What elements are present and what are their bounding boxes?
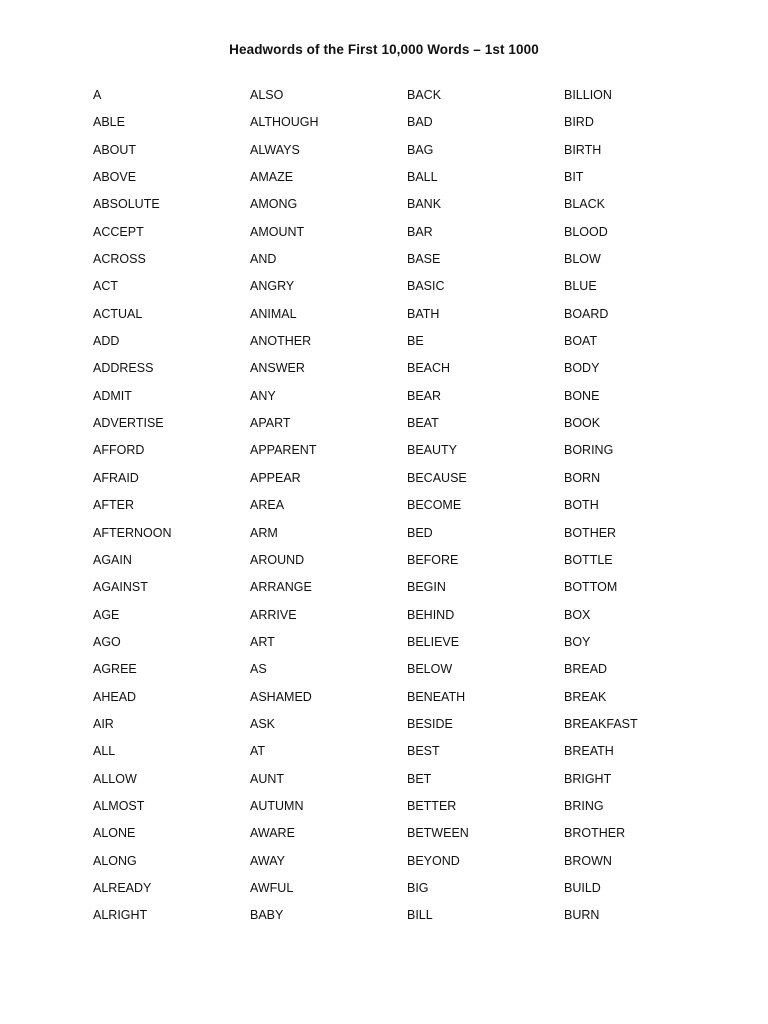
headword: ART: [250, 634, 275, 649]
headword: AFTERNOON: [93, 525, 172, 540]
headword: AUNT: [250, 771, 285, 786]
headword: BOTTLE: [564, 552, 613, 567]
headword: AWAY: [250, 853, 285, 868]
headword: BETWEEN: [407, 826, 469, 841]
headword: BROWN: [564, 853, 612, 868]
headword: BOOK: [564, 416, 601, 431]
headword: BATH: [407, 306, 440, 321]
headword: ADD: [93, 334, 120, 349]
headword: BEHIND: [407, 607, 455, 622]
headword: ANIMAL: [250, 306, 297, 321]
headword: BREAD: [564, 662, 608, 677]
headword: AMONG: [250, 197, 298, 212]
headword: BACK: [407, 88, 442, 102]
headword: BEFORE: [407, 552, 459, 567]
headword: ANSWER: [250, 361, 305, 376]
headword: AFFORD: [93, 443, 145, 458]
headword: A: [93, 88, 102, 102]
headword: ABOVE: [93, 170, 137, 185]
headword: AMOUNT: [250, 224, 305, 239]
headword: BASIC: [407, 279, 445, 294]
headword: AROUND: [250, 552, 305, 567]
headword: BOARD: [564, 306, 609, 321]
headword: BODY: [564, 361, 600, 376]
word-column-2: [250, 86, 400, 934]
headword: ARM: [250, 525, 278, 540]
headword: BORN: [564, 470, 601, 485]
headword: BLUE: [564, 279, 597, 294]
headword: BE: [407, 334, 424, 349]
headword: ADVERTISE: [93, 416, 164, 431]
headword: BRING: [564, 798, 604, 813]
headword: AS: [250, 662, 267, 677]
headword: ACT: [93, 279, 118, 294]
headword: BIRTH: [564, 142, 602, 157]
headword: ALRIGHT: [93, 908, 148, 923]
headword: ALMOST: [93, 798, 145, 813]
headword: ALL: [93, 744, 116, 759]
headword: ARRIVE: [250, 607, 297, 622]
headword: BOY: [564, 634, 591, 649]
headword: BEAUTY: [407, 443, 458, 458]
headword: BRIGHT: [564, 771, 612, 786]
headword: ALONG: [93, 853, 137, 868]
headword: BORING: [564, 443, 614, 458]
word-column-3: [407, 86, 557, 934]
headword: AHEAD: [93, 689, 137, 704]
headword: BURN: [564, 908, 600, 923]
headword: BIT: [564, 170, 584, 185]
headword: AFTER: [93, 498, 134, 513]
headword: BASE: [407, 252, 441, 267]
headword: BEST: [407, 744, 440, 759]
headword: BOAT: [564, 334, 598, 349]
headword: BEACH: [407, 361, 451, 376]
headword: AGAIN: [93, 552, 132, 567]
headword: BILL: [407, 908, 433, 923]
headword: ANOTHER: [250, 334, 312, 349]
headword: BIG: [407, 880, 429, 895]
headword: ABLE: [93, 115, 125, 130]
headword: ALONE: [93, 826, 136, 841]
headword: BROTHER: [564, 826, 626, 841]
headword: BESIDE: [407, 716, 453, 731]
headword: ALREADY: [93, 880, 152, 895]
headword: ALTHOUGH: [250, 115, 319, 130]
headword: AT: [250, 744, 266, 759]
headword: BELIEVE: [407, 634, 460, 649]
headword: BETTER: [407, 798, 457, 813]
headword: BEYOND: [407, 853, 460, 868]
headword: BECOME: [407, 498, 462, 513]
headword: BEGIN: [407, 580, 446, 595]
headword: ARRANGE: [250, 580, 312, 595]
headword: AMAZE: [250, 170, 294, 185]
headword: ABOUT: [93, 142, 137, 157]
headword: BABY: [250, 908, 284, 923]
headword: ANY: [250, 388, 276, 403]
headword: BAR: [407, 224, 433, 239]
headword: AGO: [93, 634, 121, 649]
headword: ASK: [250, 716, 276, 731]
headword: AREA: [250, 498, 285, 513]
headword: BAG: [407, 142, 434, 157]
headword: APPARENT: [250, 443, 317, 458]
word-column-1: [93, 86, 243, 934]
headword: APPEAR: [250, 470, 301, 485]
headword: BEAR: [407, 388, 442, 403]
word-column-4: [564, 86, 714, 934]
headword: ADMIT: [93, 388, 132, 403]
headword: AUTUMN: [250, 798, 304, 813]
headword: BOTH: [564, 498, 599, 513]
headword: BOTTOM: [564, 580, 618, 595]
headword: BET: [407, 771, 432, 786]
headword: ABSOLUTE: [93, 197, 160, 212]
headword: BLOW: [564, 252, 601, 267]
headword: BOTHER: [564, 525, 617, 540]
headword: BOX: [564, 607, 591, 622]
headword: BIRD: [564, 115, 594, 130]
headword: BLOOD: [564, 224, 608, 239]
headword: AWFUL: [250, 880, 294, 895]
headword: BAD: [407, 115, 433, 130]
headword: AND: [250, 252, 277, 267]
headword: BUILD: [564, 880, 601, 895]
headword: AGAINST: [93, 580, 148, 595]
headword: AWARE: [250, 826, 295, 841]
headword: ALLOW: [93, 771, 137, 786]
headword: AGREE: [93, 662, 137, 677]
headword: BED: [407, 525, 433, 540]
document-title: Headwords of the First 10,000 Words – 1st 1000: [229, 42, 539, 57]
headword: BELOW: [407, 662, 453, 677]
headword: BREAK: [564, 689, 607, 704]
headword: ASHAMED: [250, 689, 312, 704]
headword: BONE: [564, 388, 600, 403]
headword: BENEATH: [407, 689, 466, 704]
headword: ADDRESS: [93, 361, 154, 376]
headword: AIR: [93, 716, 114, 731]
headword: ACCEPT: [93, 224, 144, 239]
headword: ANGRY: [250, 279, 295, 294]
headword: ALWAYS: [250, 142, 300, 157]
headword: APART: [250, 416, 291, 431]
headword: BANK: [407, 197, 442, 212]
headword: BREAKFAST: [564, 716, 638, 731]
headword: BECAUSE: [407, 470, 467, 485]
headword: BEAT: [407, 416, 439, 431]
headword: BLACK: [564, 197, 605, 212]
headword: BALL: [407, 170, 438, 185]
headword: AGE: [93, 607, 120, 622]
headword: ACROSS: [93, 252, 146, 267]
headword: AFRAID: [93, 470, 139, 485]
headword: BILLION: [564, 88, 612, 102]
headword: BREATH: [564, 744, 614, 759]
headword: ALSO: [250, 88, 284, 102]
headword: ACTUAL: [93, 306, 143, 321]
